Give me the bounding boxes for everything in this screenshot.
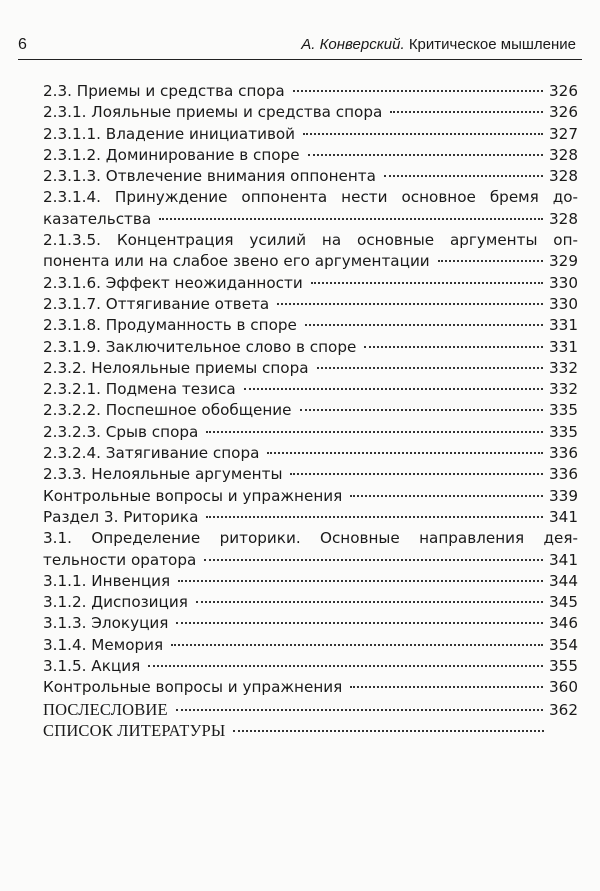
- toc-entry-page: 326: [549, 82, 578, 100]
- dot-leader: [293, 90, 543, 92]
- toc-entry-title: понента или на слабое звено его аргументации: [43, 252, 430, 271]
- page-number: 6: [18, 36, 27, 53]
- dot-leader: [305, 324, 543, 326]
- dot-leader: [196, 601, 543, 603]
- running-head: [301, 36, 576, 53]
- running-head-author: А. Конверский.: [301, 36, 405, 53]
- dot-leader: [267, 452, 543, 454]
- dot-leader: [350, 495, 543, 497]
- toc-entry-page: 329: [549, 252, 578, 271]
- toc-entry: [43, 571, 578, 592]
- dot-leader: [178, 580, 543, 582]
- toc-entry-title: 2.3.1.6. Эффект неожиданности: [43, 273, 303, 292]
- toc-entry-title-line1: 2.1.3.5. Концентрация усилий на основные аргументы оп-: [43, 231, 578, 250]
- toc-entry-page: 331: [549, 337, 578, 356]
- toc-entry: [43, 273, 578, 294]
- toc-entry-title: 2.3.1.8. Продуманность в споре: [43, 316, 297, 335]
- dot-leader: [277, 303, 543, 305]
- toc-entry: [43, 486, 578, 507]
- toc-entry-title: 2.3.2.2. Поспешное обобщение: [43, 401, 292, 420]
- dot-leader: [303, 133, 543, 135]
- dot-leader: [206, 516, 543, 518]
- dot-leader: [176, 709, 543, 711]
- toc-entry: [43, 209, 578, 230]
- toc-entry-title: 2.3.2. Нелояльные приемы спора: [43, 358, 309, 377]
- toc-entry-title: 2.3.1.3. Отвлечение внимания оппонента: [43, 167, 376, 186]
- dot-leader: [350, 686, 543, 688]
- toc-entry-page: 330: [549, 294, 578, 313]
- toc-entry-page: 345: [549, 593, 578, 612]
- toc-entry: [43, 166, 578, 187]
- toc-entry: [43, 315, 578, 336]
- dot-leader: [233, 730, 544, 732]
- dot-leader: [290, 473, 543, 475]
- toc-entry-title-line1: 2.3.1.4. Принуждение оппонента нести основное бремя до-: [43, 188, 578, 207]
- toc-entry-page: 336: [549, 444, 578, 463]
- toc-entry-title: Контрольные вопросы и упражнения: [43, 678, 343, 697]
- toc-entry-title: 3.1.5. Акция: [43, 657, 141, 676]
- dot-leader: [159, 218, 543, 220]
- toc-entry-title: 3.1.3. Элокуция: [43, 614, 169, 633]
- toc-entry: [43, 720, 578, 741]
- toc-entry-title: 2.3.1.9. Заключительное слово в споре: [43, 337, 357, 356]
- toc-entry-title: 2.3.2.4. Затягивание спора: [43, 444, 260, 463]
- dot-leader: [364, 346, 543, 348]
- toc-entry: [43, 677, 578, 698]
- toc-entry: [43, 251, 578, 272]
- dot-leader: [244, 388, 543, 390]
- toc-entry: [43, 81, 578, 102]
- toc-entry: [43, 464, 578, 485]
- toc-entry-page: 339: [549, 486, 578, 505]
- toc-entry-page: 354: [549, 635, 578, 654]
- toc-entry-page: 326: [549, 103, 578, 122]
- toc-entry-page: 360: [549, 678, 578, 697]
- toc-entry-title: ПОСЛЕСЛОВИЕ: [43, 699, 168, 719]
- header-rule: [18, 59, 582, 60]
- toc-entry-title: 2.3.1.7. Оттягивание ответа: [43, 294, 270, 313]
- toc-entry-page: 328: [549, 209, 578, 228]
- toc-entry-title: 2.3.1.1. Владение инициативой: [43, 124, 296, 143]
- toc-entry-page: 332: [549, 380, 578, 399]
- toc-entry-page: 346: [549, 614, 578, 633]
- toc-entry: [43, 337, 578, 358]
- toc-entry-title: 2.3.2.3. Срыв спора: [43, 422, 199, 441]
- dot-leader: [206, 431, 543, 433]
- toc-entry-title: Контрольные вопросы и упражнения: [43, 486, 343, 505]
- toc-entry: [43, 507, 578, 528]
- toc-entry: [43, 422, 578, 443]
- toc-entry-title-line1: 3.1. Определение риторики. Основные направления дея-: [43, 529, 578, 548]
- dot-leader: [171, 644, 543, 646]
- toc-entry-title: 2.3.2.1. Подмена тезиса: [43, 380, 236, 399]
- toc-entry-title: тельности оратора: [43, 550, 197, 569]
- toc-entry-page: 328: [549, 167, 578, 186]
- dot-leader: [148, 665, 543, 667]
- toc-entry-title: Раздел 3. Риторика: [43, 507, 199, 526]
- toc-entry: [43, 656, 578, 677]
- dot-leader: [384, 175, 543, 177]
- toc-entry: [43, 400, 578, 421]
- toc-entry: [43, 592, 578, 613]
- toc-entry-title: 3.1.4. Мемория: [43, 635, 164, 654]
- toc-entry-page: 327: [549, 124, 578, 143]
- toc-entry-title: 2.3.1.2. Доминирование в споре: [43, 145, 300, 164]
- toc-entry-page: 336: [549, 465, 578, 484]
- running-head-title: Критическое мышление: [408, 36, 576, 53]
- toc-entry-title: 2.3.3. Нелояльные аргументы: [43, 465, 283, 484]
- toc-entry-title: СПИСОК ЛИТЕРАТУРЫ: [43, 720, 226, 740]
- toc-entry: [43, 699, 578, 720]
- dot-leader: [311, 282, 543, 284]
- toc-entry: [43, 635, 578, 656]
- toc-entry: [43, 145, 578, 166]
- dot-leader: [317, 367, 543, 369]
- toc-entry-title: 2.3. Приемы и средства спора: [43, 82, 285, 100]
- toc-entry: [43, 294, 578, 315]
- toc-entry-page: 335: [549, 401, 578, 420]
- toc-entry-page: 362: [549, 700, 578, 719]
- toc-entry-title: 3.1.2. Диспозиция: [43, 593, 188, 612]
- toc-entry-page: 341: [549, 507, 578, 526]
- toc-entry: [43, 613, 578, 634]
- toc-entry-page: 331: [549, 316, 578, 335]
- toc-entry-title: казательства: [43, 209, 152, 228]
- toc-entry: [43, 358, 578, 379]
- toc-entry-page: 355: [549, 657, 578, 676]
- toc-entry-title: 3.1.1. Инвенция: [43, 571, 171, 590]
- page-header: [18, 36, 576, 58]
- dot-leader: [300, 409, 543, 411]
- toc-entry-page: 332: [549, 358, 578, 377]
- toc-entry: [43, 443, 578, 464]
- dot-leader: [390, 111, 543, 113]
- toc-entry: [43, 550, 578, 571]
- dot-leader: [438, 260, 543, 262]
- toc-entry-title: 2.3.1. Лояльные приемы и средства спора: [43, 103, 383, 122]
- table-of-contents: [43, 81, 578, 741]
- toc-entry: [43, 379, 578, 400]
- toc-entry-page: 335: [549, 422, 578, 441]
- toc-entry-page: 341: [549, 550, 578, 569]
- dot-leader: [204, 559, 543, 561]
- toc-entry-page: 328: [549, 145, 578, 164]
- dot-leader: [176, 622, 543, 624]
- dot-leader: [308, 154, 543, 156]
- toc-entry: [43, 102, 578, 123]
- toc-entry-page: 330: [549, 273, 578, 292]
- toc-entry: [43, 124, 578, 145]
- toc-entry-page: 344: [549, 571, 578, 590]
